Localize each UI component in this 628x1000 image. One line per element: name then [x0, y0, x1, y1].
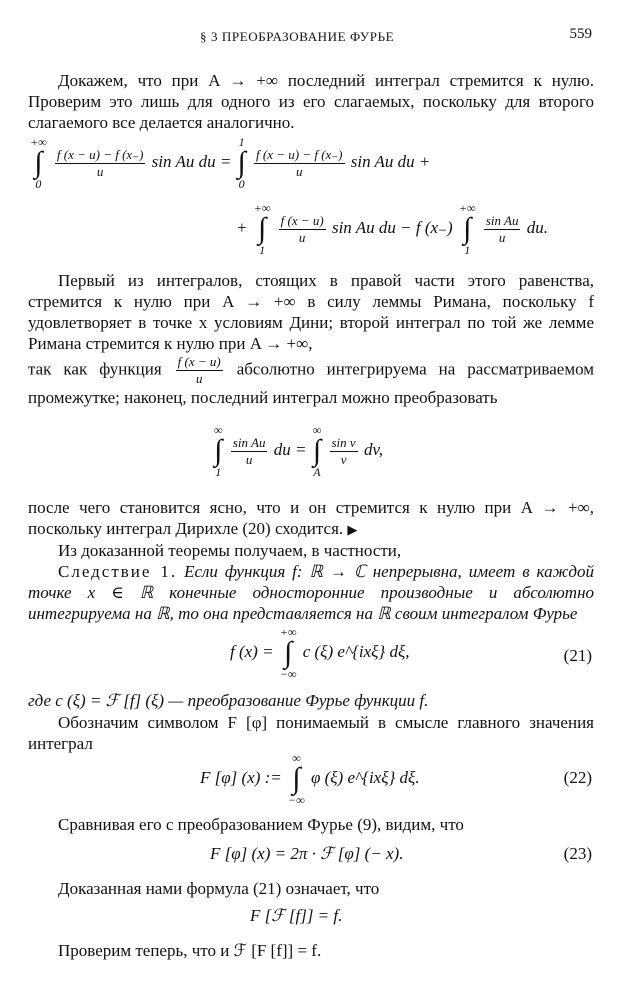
paragraph-1: Докажем, что при A → +∞ последний интеграл стремится к нулю. Проверим это лишь для одного из его слагаемых, поскольку для второго слагаемого все делается аналогично.: [28, 71, 594, 132]
paragraph-4: Из доказанной теоремы получаем, в частности,: [58, 541, 402, 560]
integral-sign: +∞ ∫ −∞: [279, 625, 297, 681]
paragraph-3: после чего становится ясно, что и он стремится к нулю при A → +∞, поскольку интеграл Дирихле (20) сходится. ▶: [28, 498, 594, 538]
equation-21: f (x) = +∞ ∫ −∞ c (ξ) e^{ixξ} dξ,: [230, 625, 410, 681]
fraction: $\frac{\text{sin Au}}{u}$: [485, 212, 519, 245]
paragraph-5: Обозначим символом F [φ] понимаемый в смысле главного значения интеграл: [28, 713, 594, 753]
paragraph-6: Сравнивая его с преобразованием Фурье (9), видим, что: [58, 815, 464, 834]
fraction: $\frac{f (x - u)}{u}$: [177, 354, 221, 386]
paragraph-2-continued: так как функция $\frac{f (x - u)}{u}$ абсолютно интегрируема на рассматриваемом промежутке; наконец, последний интеграл можно преобразовать: [28, 354, 595, 407]
equation-number-23: (23): [563, 844, 592, 863]
integral-sign: ∞ ∫ 1: [214, 423, 223, 479]
equation-1-line-2: + +∞ ∫ 1 $\frac{f (x - u)}{u}$ sin Au du − f (x₋) +∞ ∫ 1 $\frac{\text{sin Au}}{u}$ du.: [236, 201, 548, 257]
integral-sign: 1 ∫ 0: [237, 135, 246, 191]
equation-23: F [φ] (x) = 2π · ℱ [φ] (− x).: [210, 844, 404, 863]
where-line: где c (ξ) = ℱ [f] (ξ) — преобразование Фурье функции f.: [28, 691, 429, 710]
integral-sign: +∞ ∫ 1: [458, 201, 476, 257]
page-number: 559: [569, 26, 592, 42]
corollary-1: [28, 561, 594, 624]
section-title: § 3 ПРЕОБРАЗОВАНИЕ ФУРЬЕ: [200, 29, 395, 44]
paragraph-2: Первый из интегралов, стоящих в правой части этого равенства, стремится к нулю при A → +∞ в силу леммы Римана, поскольку f удовлетворяет в точке x условиям Дини; второй интеграл по той же лемме Римана стремится к нулю при A → +∞,: [28, 271, 594, 353]
integral-sign: ∞ ∫ A: [312, 423, 322, 479]
end-of-proof-icon: ▶: [347, 522, 358, 537]
paragraph-7: Доказанная нами формула (21) означает, что: [58, 879, 380, 898]
integral-sign: +∞ ∫ 1: [253, 201, 271, 257]
fraction: $\frac{f (x - u)}{u}$: [280, 212, 324, 245]
equation-1-line-1: +∞ ∫ 0 $\frac{f (x - u) - f (x_-)}{u}$ sin Au du = 1 ∫ 0 $\frac{f (x - u) - f (x_-)}{u}$ sin Au du +: [30, 135, 431, 191]
equation-2: ∞ ∫ 1 $\frac{\text{sin Au}}{u}$ du = ∞ ∫ A $\frac{\text{sin v}}{v}$ dv,: [214, 423, 383, 479]
equation-number-21: (21): [563, 646, 592, 665]
integral-sign: ∞ ∫ −∞: [288, 751, 305, 807]
fraction: $\frac{\text{sin v}}{v}$: [331, 434, 356, 467]
fraction: $\frac{f (x - u) - f (x_-)}{u}$: [56, 146, 144, 179]
fraction: $\frac{\text{sin Au}}{u}$: [232, 434, 266, 467]
corollary-statement: Если функция f: ℝ → ℂ непрерывна, имеет в каждой точке x ∈ ℝ конечные односторонние производные и абсолютно интегрируема на ℝ, то она представляется на ℝ своим интегралом Фурье: [28, 562, 594, 623]
fraction: $\frac{f (x - u) - f (x_-)}{u}$: [256, 146, 343, 179]
corollary-label: Следствие 1.: [58, 562, 178, 581]
equation-22: F [φ] (x) := ∞ ∫ −∞ φ (ξ) e^{ixξ} dξ.: [200, 751, 420, 807]
integral-sign: +∞ ∫ 0: [30, 135, 47, 191]
equation-24: F [ℱ [f]] = f.: [250, 906, 343, 925]
running-header: [0, 26, 628, 48]
paragraph-8: Проверим теперь, что и ℱ [F [f]] = f.: [58, 941, 322, 960]
equation-number-22: (22): [563, 768, 592, 787]
